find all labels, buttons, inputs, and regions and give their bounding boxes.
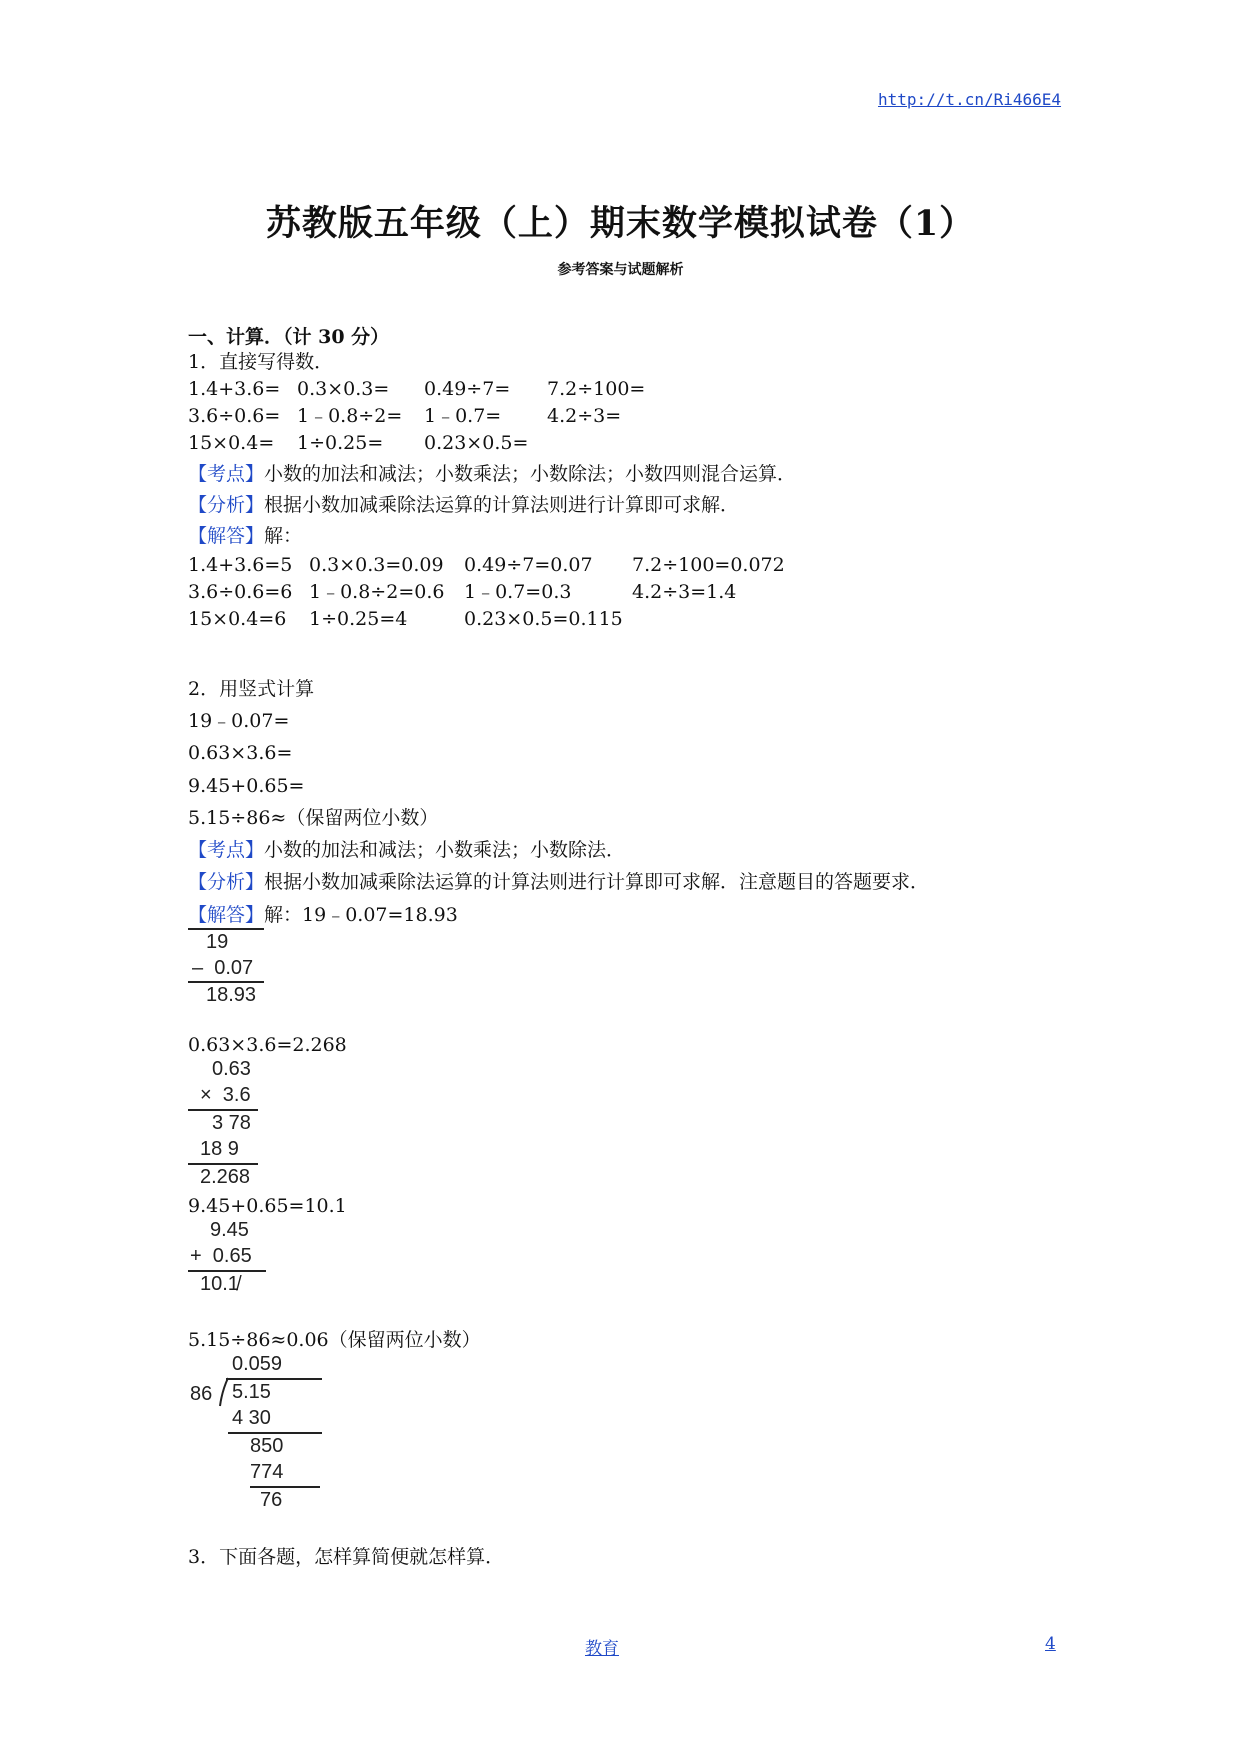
header-url-link[interactable]: http://t.cn/Ri466E4 — [878, 90, 1062, 109]
q2-kaodian — [188, 838, 625, 862]
q1-answer: 0.49÷7=0.07 — [464, 554, 593, 576]
q1-answer: 1÷0.25=4 — [309, 608, 408, 630]
q1-problem: 0.3×0.3= — [297, 378, 390, 400]
q1-problem: 1﹣0.8÷2= — [297, 405, 403, 427]
q2-problem: 5.15÷86≈（保留两位小数） — [188, 807, 439, 829]
q3-heading: 3．下面各题，怎样算简便就怎样算． — [188, 1546, 505, 1568]
subtraction-work — [188, 926, 278, 1006]
fenxi-tag: 【分析】 — [188, 871, 265, 893]
multiplication-work — [188, 1056, 278, 1191]
q1-problem: 4.2÷3= — [547, 405, 622, 427]
work-line: 9.45 — [210, 1219, 249, 1241]
work-line: 86 — [190, 1383, 213, 1405]
work-line: × 3.6 — [200, 1084, 251, 1106]
work-line: 850 — [250, 1435, 284, 1457]
q2-problem: 0.63×3.6= — [188, 742, 293, 764]
work-line: 10.1̸ — [200, 1273, 239, 1295]
q1-answer: 7.2÷100=0.072 — [632, 554, 785, 576]
work-line: 19 — [206, 931, 229, 953]
q1-problem: 7.2÷100= — [547, 378, 646, 400]
q2-jieda — [188, 903, 458, 927]
add-equation: 9.45+0.65=10.1 — [188, 1195, 347, 1217]
q1-problem: 0.23×0.5= — [424, 432, 529, 454]
q1-answer-row — [188, 607, 623, 631]
q1-problem: 1.4+3.6= — [188, 378, 281, 400]
addition-work — [188, 1217, 278, 1302]
page-number[interactable]: 4 — [1045, 1634, 1056, 1654]
q1-problem-row — [188, 431, 529, 455]
q1-answer: 1.4+3.6=5 — [188, 554, 293, 576]
q1-answer: 0.3×0.3=0.09 — [309, 554, 444, 576]
work-line: 0.63 — [212, 1058, 251, 1080]
fenxi-text: 根据小数加减乘除法运算的计算法则进行计算即可求解．注意题目的答题要求． — [264, 871, 930, 893]
q1-fenxi — [188, 493, 739, 517]
div-equation: 5.15÷86≈0.06（保留两位小数） — [188, 1329, 481, 1351]
q1-answer: 3.6÷0.6=6 — [188, 581, 293, 603]
work-line: 4 30 — [232, 1407, 271, 1429]
mul-equation: 0.63×3.6=2.268 — [188, 1034, 347, 1056]
q2-fenxi — [188, 870, 929, 894]
page-title: 苏教版五年级（上）期末数学模拟试卷（1） — [265, 203, 976, 244]
q2-heading: 2．用竖式计算 — [188, 678, 315, 700]
work-line: 774 — [250, 1461, 284, 1483]
fenxi-tag: 【分析】 — [188, 494, 265, 516]
q1-answer: 1﹣0.8÷2=0.6 — [309, 581, 445, 603]
q1-heading: 1．直接写得数． — [188, 351, 334, 373]
q1-problem-row — [188, 404, 622, 428]
kaodian-text: 小数的加法和减法；小数乘法；小数除法． — [264, 839, 626, 861]
q1-answer-row — [188, 580, 737, 604]
q1-answer: 15×0.4=6 — [188, 608, 287, 630]
section-heading: 一、计算．（计 30 分） — [188, 326, 390, 348]
q1-kaodian — [188, 462, 796, 486]
q1-jieda — [188, 524, 302, 548]
work-line: – 0.07 — [192, 957, 254, 979]
q1-problem: 3.6÷0.6= — [188, 405, 281, 427]
work-line: 2.268 — [200, 1166, 251, 1188]
jieda-tag: 【解答】 — [188, 904, 265, 926]
work-line: 18.93 — [206, 984, 257, 1006]
q1-problem: 0.49÷7= — [424, 378, 511, 400]
page-subtitle: 参考答案与试题解析 — [557, 262, 684, 278]
work-line: 0.059 — [232, 1353, 283, 1375]
kaodian-tag: 【考点】 — [188, 463, 265, 485]
q1-problem: 1÷0.25= — [297, 432, 384, 454]
work-line: 76 — [260, 1489, 283, 1511]
q1-answer: 1﹣0.7=0.3 — [464, 581, 572, 603]
q2-problem: 19﹣0.07= — [188, 710, 290, 732]
q1-problem-row — [188, 377, 646, 401]
work-line: 3 78 — [212, 1112, 251, 1134]
jieda-text: 解：19﹣0.07=18.93 — [264, 904, 458, 926]
division-bracket-icon — [218, 1377, 230, 1407]
jieda-tag: 【解答】 — [188, 525, 265, 547]
fenxi-text: 根据小数加减乘除法运算的计算法则进行计算即可求解． — [264, 494, 740, 516]
division-work — [188, 1351, 338, 1511]
footer-link[interactable]: 教育 — [585, 1639, 619, 1659]
work-line: + 0.65 — [190, 1245, 252, 1267]
kaodian-text: 小数的加法和减法；小数乘法；小数除法；小数四则混合运算． — [264, 463, 797, 485]
q2-problem: 9.45+0.65= — [188, 775, 305, 797]
q1-answer-row — [188, 553, 785, 577]
work-line: 18 9 — [200, 1138, 239, 1160]
q1-answer: 4.2÷3=1.4 — [632, 581, 737, 603]
kaodian-tag: 【考点】 — [188, 839, 265, 861]
work-line: 5.15 — [232, 1381, 271, 1403]
jieda-text: 解： — [264, 525, 303, 547]
q1-answer: 0.23×0.5=0.115 — [464, 608, 623, 630]
q1-problem: 1﹣0.7= — [424, 405, 502, 427]
q1-problem: 15×0.4= — [188, 432, 275, 454]
